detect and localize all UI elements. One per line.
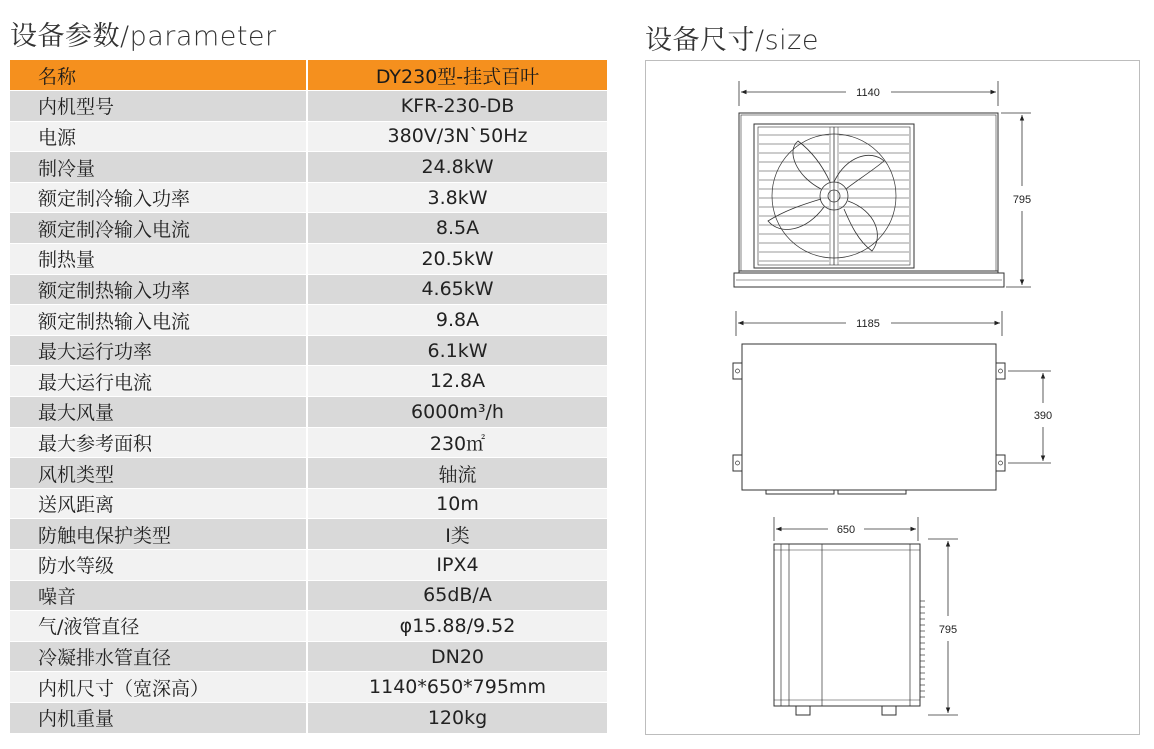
spec-name-cell: 气/液管直径 — [10, 611, 307, 642]
table-row — [10, 641, 607, 672]
table-row — [10, 244, 607, 275]
spec-value-cell: DN20 — [307, 641, 607, 672]
table-row — [10, 672, 607, 703]
spec-name-cell: 最大参考面积 — [10, 427, 307, 458]
table-row — [10, 182, 607, 213]
spec-value-cell: 380V/3N`50Hz — [307, 121, 607, 152]
spec-name-cell: 冷凝排水管直径 — [10, 641, 307, 672]
side-height-label: 795 — [938, 624, 958, 636]
spec-name-cell: 内机型号 — [10, 91, 307, 122]
spec-name-cell: 内机重量 — [10, 702, 307, 733]
spec-name-cell: 额定制热输入电流 — [10, 305, 307, 336]
table-row — [10, 335, 607, 366]
table-row — [10, 550, 607, 581]
table-row — [10, 427, 607, 458]
table-row — [10, 305, 607, 336]
spec-value-cell: 1140*650*795mm — [307, 672, 607, 703]
spec-name-cell: 风机类型 — [10, 458, 307, 489]
spec-name-cell: 电源 — [10, 121, 307, 152]
spec-value-cell: 4.65kW — [307, 274, 607, 305]
table-row — [10, 702, 607, 733]
spec-value-cell: 230㎡ — [307, 427, 607, 458]
dimension-drawing — [645, 60, 1140, 735]
front-width-label: 1140 — [856, 87, 880, 99]
spec-value-cell: 6.1kW — [307, 335, 607, 366]
size-title: 设备尺寸/size — [645, 25, 819, 56]
table-row — [10, 458, 607, 489]
spec-value-cell: 10m — [307, 488, 607, 519]
table-row — [10, 488, 607, 519]
table-header-row — [10, 60, 607, 91]
table-row — [10, 611, 607, 642]
spec-name-cell: 防水等级 — [10, 550, 307, 581]
top-depth-label: 390 — [1033, 410, 1053, 422]
spec-value-cell: 8.5A — [307, 213, 607, 244]
spec-name-cell: 额定制冷输入功率 — [10, 182, 307, 213]
spec-name-cell: 送风距离 — [10, 488, 307, 519]
table-row — [10, 91, 607, 122]
table-row — [10, 274, 607, 305]
spec-name-cell: 额定制热输入功率 — [10, 274, 307, 305]
header-value-cell: DY230型-挂式百叶 — [307, 60, 607, 91]
spec-name-cell: 防触电保护类型 — [10, 519, 307, 550]
spec-value-cell: 120kg — [307, 702, 607, 733]
spec-value-cell: 9.8A — [307, 305, 607, 336]
table-row — [10, 519, 607, 550]
front-height-label: 795 — [1012, 194, 1032, 206]
spec-name-cell: 最大风量 — [10, 397, 307, 428]
table-row — [10, 366, 607, 397]
spec-table — [10, 60, 607, 734]
spec-value-cell: ⅠPX4 — [307, 550, 607, 581]
table-row — [10, 580, 607, 611]
spec-name-cell: 制冷量 — [10, 152, 307, 183]
table-row — [10, 152, 607, 183]
spec-name-cell: 最大运行电流 — [10, 366, 307, 397]
parameter-title: 设备参数/parameter — [10, 21, 277, 52]
spec-value-cell: φ15.88/9.52 — [307, 611, 607, 642]
spec-name-cell: 最大运行功率 — [10, 335, 307, 366]
spec-value-cell: 轴流 — [307, 458, 607, 489]
spec-name-cell: 额定制冷输入电流 — [10, 213, 307, 244]
table-row — [10, 213, 607, 244]
dimension-drawing-svg — [646, 61, 1141, 736]
top-width-label: 1185 — [856, 318, 880, 330]
spec-value-cell: 24.8kW — [307, 152, 607, 183]
spec-value-cell: 20.5kW — [307, 244, 607, 275]
spec-value-cell: Ⅰ类 — [307, 519, 607, 550]
table-row — [10, 397, 607, 428]
header-name-cell: 名称 — [10, 60, 307, 91]
spec-name-cell: 内机尺寸（宽深高） — [10, 672, 307, 703]
table-row — [10, 121, 607, 152]
top-view — [733, 311, 1051, 494]
spec-value-cell: 12.8A — [307, 366, 607, 397]
spec-value-cell: 3.8kW — [307, 182, 607, 213]
spec-name-cell: 制热量 — [10, 244, 307, 275]
spec-name-cell: 噪音 — [10, 580, 307, 611]
spec-value-cell: KFR-230-DB — [307, 91, 607, 122]
spec-value-cell: 6000m³/h — [307, 397, 607, 428]
spec-value-cell: 65dB/A — [307, 580, 607, 611]
side-view — [774, 517, 958, 715]
side-width-label: 650 — [836, 524, 856, 536]
front-view — [734, 81, 1031, 287]
